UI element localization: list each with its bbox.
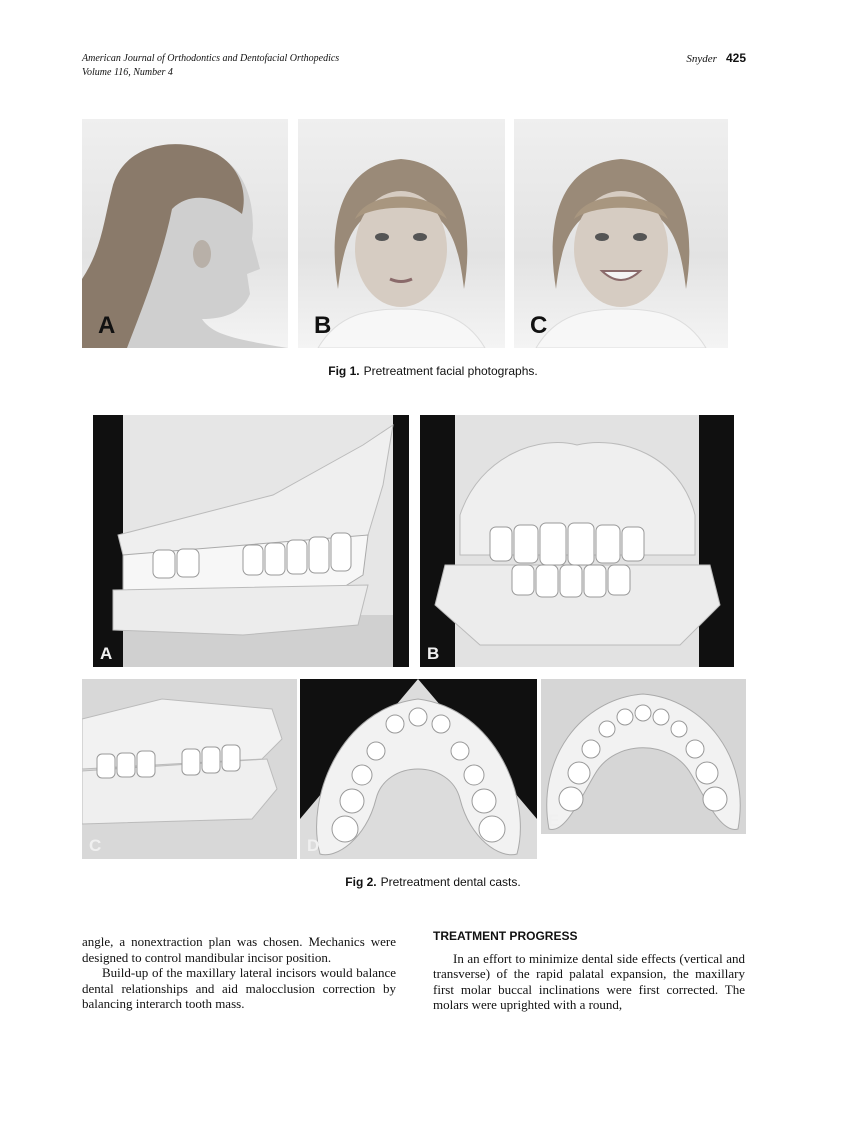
fig1-photo-c	[514, 119, 728, 348]
fig2-cast-e	[541, 679, 746, 834]
maxillary-occlusal-cast-image	[300, 679, 537, 859]
author-name: Snyder	[686, 53, 717, 65]
fig2-cast-b	[420, 415, 734, 667]
fig1-caption-text: Pretreatment facial photographs.	[363, 364, 538, 378]
lateral-cast-image	[93, 415, 409, 667]
page-number: 425	[725, 51, 746, 65]
fig1-photo-a	[82, 119, 288, 348]
body-left-column	[82, 934, 396, 1012]
body-paragraph: angle, a nonextraction plan was chosen. Mechanics were designed to control mandibular incisor position.	[82, 934, 396, 965]
fig1-panel-label: A	[98, 312, 116, 339]
fig2-panel-label: D	[307, 836, 320, 855]
journal-volume: Volume 116, Number 4	[82, 67, 173, 78]
running-header	[82, 52, 339, 80]
page-header-right	[686, 51, 746, 66]
fig2-cast-d	[300, 679, 537, 859]
fig2-cast-a	[93, 415, 409, 667]
right-lateral-cast-image	[82, 679, 297, 859]
fig1-panel-label: C	[530, 312, 548, 339]
fig2-cast-c	[82, 679, 297, 859]
body-right-column	[433, 929, 745, 1013]
fig2-caption	[0, 875, 866, 889]
fig2-caption-text: Pretreatment dental casts.	[380, 875, 521, 889]
fig2-label: Fig 2.	[345, 875, 377, 889]
body-paragraph: Build-up of the maxillary lateral incisors would balance dental relationships and aid malocclusion correction by balancing interarch tooth mass.	[82, 965, 396, 1011]
fig1-label: Fig 1.	[328, 364, 360, 378]
fig2-panel-label: E	[548, 811, 560, 830]
section-heading: TREATMENT PROGRESS	[433, 929, 578, 943]
fig2-panel-label: C	[89, 836, 102, 855]
body-paragraph: In an effort to minimize dental side effects (vertical and transverse) of the rapid palatal expansion, the maxillary first molar buccal inclinations were first corrected. The molars were uprighted with a round,	[433, 950, 745, 1012]
frontal-cast-image	[420, 415, 734, 667]
fig1-photo-b	[298, 119, 505, 348]
fig2-panel-label: B	[427, 644, 440, 663]
fig1-panel-label: B	[314, 312, 332, 339]
fig2-panel-label: A	[100, 644, 113, 663]
fig1-caption	[0, 364, 866, 378]
journal-title: American Journal of Orthodontics and Dentofacial Orthopedics	[82, 53, 340, 64]
mandibular-occlusal-cast-image	[541, 679, 746, 834]
